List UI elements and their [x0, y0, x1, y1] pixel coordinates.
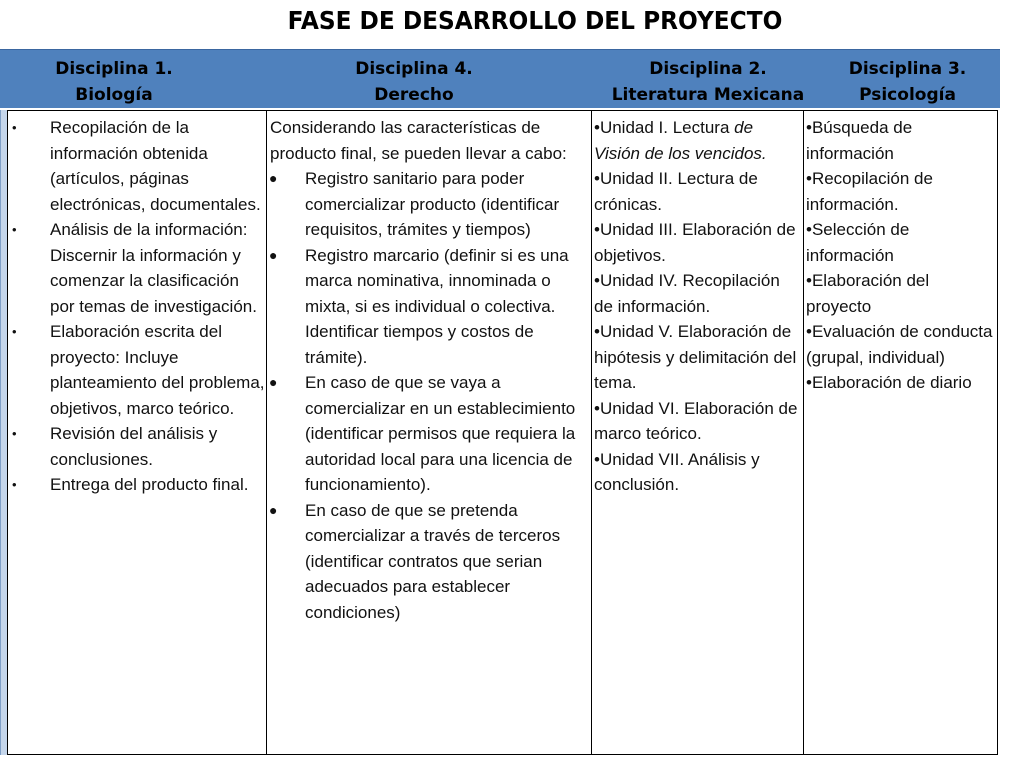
- header-disciplina-4: Disciplina 4. Derecho: [355, 59, 473, 105]
- column-biologia: [8, 111, 266, 754]
- derecho-intro: Considerando las características de producto final, se pueden llevar a cabo:: [270, 118, 567, 163]
- list-item: •Elaboración de diario: [806, 373, 972, 392]
- content-table: [7, 110, 998, 755]
- column-derecho: [266, 111, 591, 754]
- left-accent-strip: [0, 110, 7, 755]
- list-item: ● En caso de que se vaya a comercializar en un establecimiento (identificar permisos que requiera la autoridad local para una licencia de funcionamiento).: [269, 373, 576, 494]
- list-item: •Unidad VI. Elaboración de marco teórico.: [594, 398, 798, 443]
- list-item: •Unidad I. Lectura de Visión de los vencidos.: [594, 118, 767, 163]
- list-item: ● En caso de que se pretenda comercializar a través de terceros (identificar contratos que serian adecuados para establecer condiciones): [269, 500, 561, 622]
- list-item: •Unidad IV. Recopilación de información.: [594, 271, 780, 316]
- column-psicologia: [803, 111, 997, 754]
- list-item: •Elaboración del proyecto: [806, 271, 930, 316]
- header-band: [0, 49, 1000, 108]
- list-item: •Búsqueda de información: [806, 118, 913, 163]
- list-item: • Análisis de la información: Discernir la información y comenzar la clasificación por temas de investigación.: [12, 220, 257, 316]
- header-disciplina-1: Disciplina 1. Biología: [55, 59, 173, 105]
- list-item: • Entrega del producto final.: [12, 475, 249, 494]
- list-item: •Selección de información: [806, 220, 910, 265]
- list-item: •Evaluación de conducta (grupal, individual): [806, 322, 993, 367]
- list-item: • Recopilación de la información obtenida (artículos, páginas electrónicas, documentales.: [12, 118, 261, 214]
- list-item: •Unidad V. Elaboración de hipótesis y delimitación del tema.: [594, 322, 797, 392]
- list-item: • Elaboración escrita del proyecto: Incluye planteamiento del problema, objetivos, marco teórico.: [12, 322, 265, 418]
- page-title: FASE DE DESARROLLO DEL PROYECTO: [287, 6, 783, 35]
- list-item: • Revisión del análisis y conclusiones.: [12, 424, 218, 469]
- list-item: •Unidad III. Elaboración de objetivos.: [594, 220, 796, 265]
- list-item: •Unidad II. Lectura de crónicas.: [594, 169, 758, 214]
- column-literatura: [591, 111, 803, 754]
- header-disciplina-2: Disciplina 2. Literatura Mexicana: [611, 59, 805, 105]
- list-item: •Recopilación de información.: [806, 169, 933, 214]
- header-disciplina-3: Disciplina 3. Psicología: [848, 59, 967, 105]
- list-item: ● Registro marcario (definir si es una marca nominativa, innominada o mixta, si es individual o colectiva. Identificar tiempos y costos de trámite).: [269, 245, 569, 367]
- list-item: ● Registro sanitario para poder comercializar producto (identificar requisitos, trámites y tiempos): [269, 169, 560, 239]
- list-item: •Unidad VII. Análisis y conclusión.: [594, 449, 760, 494]
